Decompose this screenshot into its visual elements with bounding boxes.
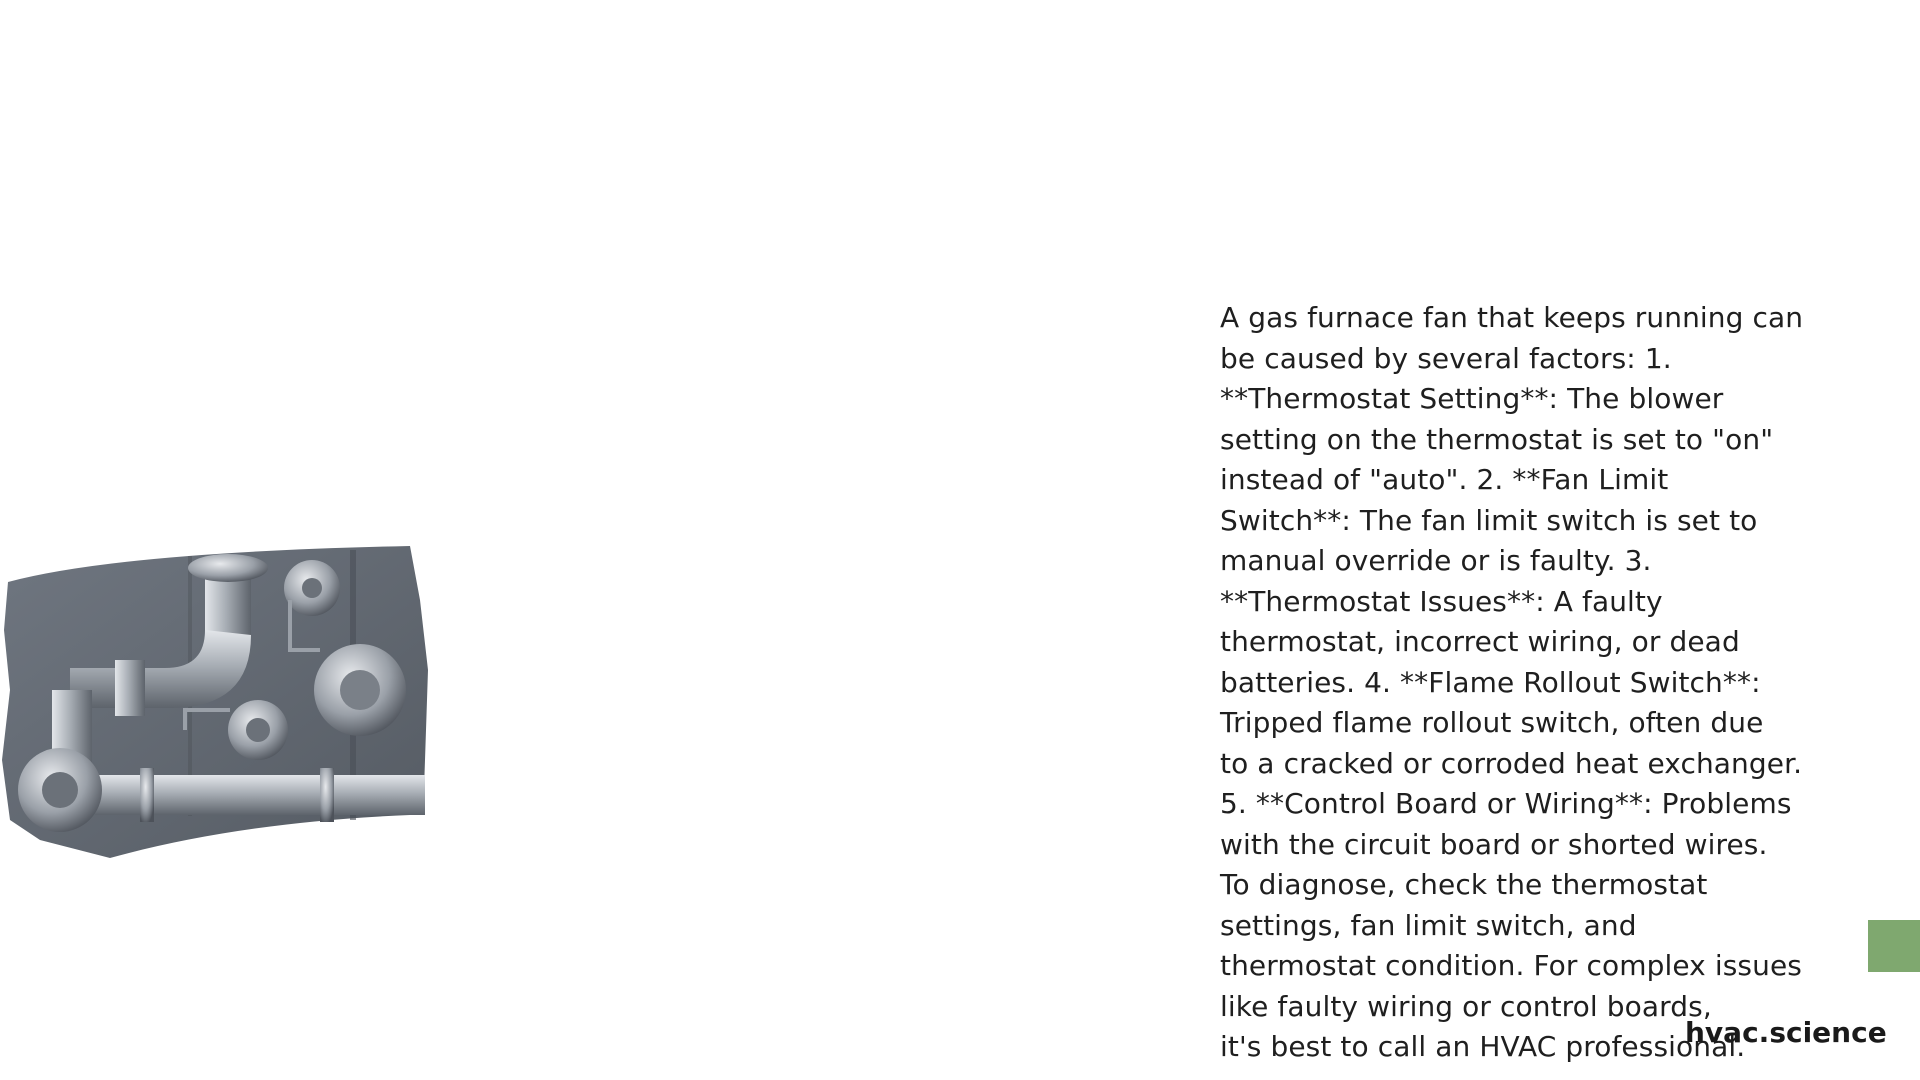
body-line: A gas furnace fan that keeps running can [1220,301,1804,334]
accent-square [1868,920,1920,972]
body-line: be caused by several factors: 1. [1220,341,1672,375]
body-line: thermostat condition. For complex issues [1220,949,1802,982]
pressure-gauge-center [302,578,322,598]
body-line: settings, fan limit switch, and [1220,908,1637,942]
body-line: **Thermostat Issues**: A faulty [1220,584,1663,618]
pipe-valve [115,660,145,716]
body-line: To diagnose, check the thermostat [1220,868,1708,901]
pipe-flange [188,554,268,582]
body-paragraph [1220,298,1850,1068]
furnace-pipes-illustration [0,540,440,870]
body-line: **Thermostat Setting**: The blower [1220,382,1724,415]
body-line: thermostat, incorrect wiring, or dead [1220,625,1740,658]
body-line: it's best to call an HVAC professional. [1220,1030,1746,1063]
body-line: 5. **Control Board or Wiring**: Problems [1220,787,1792,820]
brand-watermark[interactable]: hvac.science [1685,1016,1887,1049]
body-line: batteries. 4. **Flame Rollout Switch**: [1220,665,1761,699]
body-line: instead of "auto". 2. **Fan Limit [1220,463,1669,496]
gas-valve-center [246,718,270,742]
body-line: to a cracked or corroded heat exchanger. [1220,746,1803,780]
pipe-coupling [140,768,154,822]
body-line: setting on the thermostat is set to "on" [1220,422,1774,456]
body-line: manual override or is faulty. 3. [1220,544,1652,577]
blower-housing-hub [340,670,380,710]
body-line: Switch**: The fan limit switch is set to [1220,503,1758,537]
body-line: like faulty wiring or control boards, [1220,989,1712,1023]
pipe-coupling [320,768,334,822]
body-line: with the circuit board or shorted wires. [1220,827,1768,861]
body-line: Tripped flame rollout switch, often due [1220,706,1764,739]
inlet-flange-hub [42,772,78,808]
